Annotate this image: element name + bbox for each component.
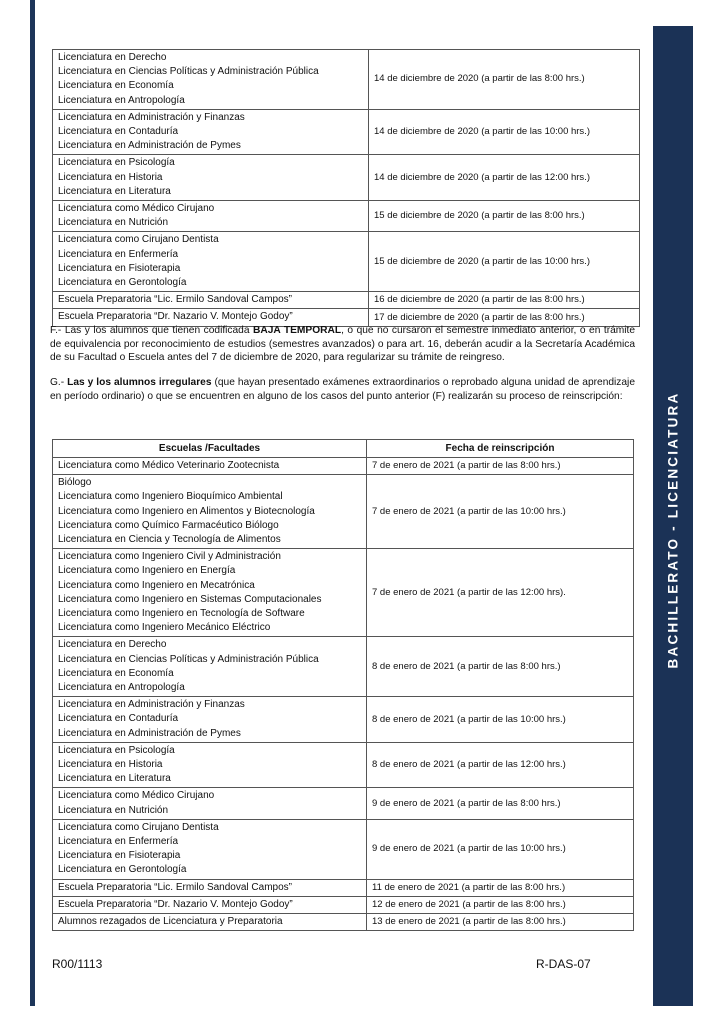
footer-right-code: R-DAS-07 xyxy=(536,957,591,971)
program-cell xyxy=(53,549,367,637)
date-cell: 7 de enero de 2021 (a partir de las 10:00 hrs.) xyxy=(367,475,634,549)
program-name: Licenciatura en Antropología xyxy=(58,94,185,106)
table-row xyxy=(53,475,634,549)
table-header-row xyxy=(53,440,634,458)
schedule-table-january xyxy=(52,439,634,931)
paragraph-g xyxy=(50,376,635,403)
table-row xyxy=(53,201,640,232)
program-name: Licenciatura en Nutrición xyxy=(58,804,169,816)
program-name: Licenciatura en Ciencia y Tecnología de Alimentos xyxy=(58,534,281,546)
table-row xyxy=(53,914,634,931)
program-name: Licenciatura como Ingeniero en Tecnología de Software xyxy=(58,608,305,620)
date-cell: 14 de diciembre de 2020 (a partir de las 8:00 hrs.) xyxy=(369,50,640,110)
date-cell: 16 de diciembre de 2020 (a partir de las 8:00 hrs.) xyxy=(369,292,640,309)
program-name: Licenciatura en Gerontología xyxy=(58,277,187,289)
program-cell xyxy=(53,896,367,913)
table-row xyxy=(53,896,634,913)
program-name: Licenciatura como Ingeniero en Sistemas Computacionales xyxy=(58,593,322,605)
paragraph-g-after: (que hayan presentado exámenes extraordinarios o reprobado alguna unidad de aprendizaje en período ordinario) o que se encuentren en alguno de los casos del punto anterior (F) realizarán su proceso de reinscripción: xyxy=(50,377,635,402)
program-name: Licenciatura como Ingeniero en Mecatrónica xyxy=(58,579,255,591)
program-name: Licenciatura como Ingeniero en Energía xyxy=(58,565,236,577)
date-cell: 12 de enero de 2021 (a partir de las 8:00 hrs.) xyxy=(367,896,634,913)
program-cell xyxy=(53,637,367,697)
program-name: Licenciatura como Ingeniero Mecánico Eléctrico xyxy=(58,622,271,634)
date-cell: 17 de diciembre de 2020 (a partir de las 8:00 hrs.) xyxy=(369,309,640,326)
program-name: Licenciatura en Antropología xyxy=(58,682,185,694)
date-cell: 8 de enero de 2021 (a partir de las 12:00 hrs.) xyxy=(367,742,634,788)
program-cell xyxy=(53,458,367,475)
program-name: Licenciatura en Psicología xyxy=(58,157,175,169)
program-cell xyxy=(53,292,369,309)
program-name: Licenciatura como Ingeniero Bioquímico Ambiental xyxy=(58,491,283,503)
program-name: Licenciatura en Administración de Pymes xyxy=(58,727,241,739)
program-name: Escuela Preparatoria “Dr. Nazario V. Montejo Godoy” xyxy=(58,311,293,323)
program-name: Biólogo xyxy=(58,477,92,489)
program-name: Licenciatura en Economía xyxy=(58,80,174,92)
program-name: Licenciatura en Fisioterapia xyxy=(58,850,181,862)
program-name: Licenciatura como Médico Cirujano xyxy=(58,203,215,215)
program-name: Licenciatura en Derecho xyxy=(58,639,167,651)
program-cell xyxy=(53,742,367,788)
program-name: Licenciatura en Contaduría xyxy=(58,713,179,725)
date-cell: 15 de diciembre de 2020 (a partir de las 8:00 hrs.) xyxy=(369,201,640,232)
program-cell xyxy=(53,201,369,232)
table-row xyxy=(53,50,640,110)
paragraph-g-before: G.- xyxy=(50,377,68,388)
program-name: Licenciatura en Enfermería xyxy=(58,836,179,848)
table-row xyxy=(53,109,640,155)
date-cell: 9 de enero de 2021 (a partir de las 8:00 hrs.) xyxy=(367,788,634,819)
date-cell: 8 de enero de 2021 (a partir de las 10:00 hrs.) xyxy=(367,697,634,743)
program-name: Licenciatura en Historia xyxy=(58,171,163,183)
table-row xyxy=(53,292,640,309)
left-margin-rule xyxy=(30,0,35,1006)
table-row xyxy=(53,819,634,879)
date-cell: 7 de enero de 2021 (a partir de las 8:00 hrs.) xyxy=(367,458,634,475)
date-cell: 15 de diciembre de 2020 (a partir de las 10:00 hrs.) xyxy=(369,232,640,292)
date-cell: 8 de enero de 2021 (a partir de las 8:00 hrs.) xyxy=(367,637,634,697)
program-cell xyxy=(53,819,367,879)
program-cell xyxy=(53,155,369,201)
program-name: Licenciatura en Administración y Finanzas xyxy=(58,111,245,123)
table-row xyxy=(53,155,640,201)
program-cell xyxy=(53,109,369,155)
program-name: Licenciatura en Psicología xyxy=(58,744,175,756)
table-row xyxy=(53,697,634,743)
table-row xyxy=(53,637,634,697)
table-row xyxy=(53,549,634,637)
table-row xyxy=(53,232,640,292)
header-date: Fecha de reinscripción xyxy=(367,440,634,458)
program-name: Licenciatura como Químico Farmacéutico Biólogo xyxy=(58,519,279,531)
paragraph-f xyxy=(50,324,635,365)
paragraph-g-bold: Las y los alumnos irregulares xyxy=(67,377,212,388)
program-cell xyxy=(53,914,367,931)
program-name: Licenciatura como Médico Cirujano xyxy=(58,790,215,802)
program-name: Licenciatura en Derecho xyxy=(58,52,167,63)
program-name: Licenciatura como Médico Veterinario Zootecnista xyxy=(58,460,280,471)
paragraph-f-after: , o que no cursaron el semestre inmediato anterior, o en trámite de equivalencia por reconocimiento de estudios (semestres avanzados) o para art. 16, deberán acudir a la Secretaría Académica de su Facultad o Escuela antes del 7 de diciembre de 2020, para regularizar su trámite de reingreso. xyxy=(50,325,635,364)
program-cell xyxy=(53,697,367,743)
program-name: Licenciatura en Economía xyxy=(58,667,174,679)
paragraph-f-bold: BAJA TEMPORAL xyxy=(253,325,342,336)
program-name: Alumnos rezagados de Licenciatura y Preparatoria xyxy=(58,916,283,928)
program-name: Licenciatura en Administración de Pymes xyxy=(58,140,241,152)
program-name: Licenciatura en Nutrición xyxy=(58,217,169,229)
program-name: Licenciatura en Administración y Finanzas xyxy=(58,699,245,711)
program-name: Licenciatura en Enfermería xyxy=(58,248,179,260)
date-cell: 13 de enero de 2021 (a partir de las 8:00 hrs.) xyxy=(367,914,634,931)
program-name: Licenciatura como Ingeniero en Alimentos y Biotecnología xyxy=(58,505,315,517)
program-name: Escuela Preparatoria “Dr. Nazario V. Montejo Godoy” xyxy=(58,898,293,910)
program-cell xyxy=(53,50,369,110)
program-name: Escuela Preparatoria “Lic. Ermilo Sandoval Campos” xyxy=(58,881,292,893)
table-row xyxy=(53,742,634,788)
table-row xyxy=(53,879,634,896)
program-name: Licenciatura como Cirujano Dentista xyxy=(58,821,219,833)
program-name: Licenciatura en Fisioterapia xyxy=(58,262,181,274)
footer-left-code: R00/1113 xyxy=(52,957,103,971)
paragraph-f-before: F.- Las y los alumnos que tienen codificada xyxy=(50,325,254,336)
program-name: Licenciatura en Gerontología xyxy=(58,864,187,876)
date-cell: 9 de enero de 2021 (a partir de las 10:00 hrs.) xyxy=(367,819,634,879)
program-name: Licenciatura en Ciencias Políticas y Administración Pública xyxy=(58,653,319,665)
date-cell: 11 de enero de 2021 (a partir de las 8:00 hrs.) xyxy=(367,879,634,896)
date-cell: 14 de diciembre de 2020 (a partir de las 12:00 hrs.) xyxy=(369,155,640,201)
program-cell xyxy=(53,879,367,896)
program-name: Escuela Preparatoria “Lic. Ermilo Sandoval Campos” xyxy=(58,294,292,306)
program-cell xyxy=(53,788,367,819)
date-cell: 7 de enero de 2021 (a partir de las 12:00 hrs). xyxy=(367,549,634,637)
program-name: Licenciatura en Contaduría xyxy=(58,126,179,138)
program-name: Licenciatura en Literatura xyxy=(58,773,171,785)
table-row xyxy=(53,788,634,819)
program-cell xyxy=(53,475,367,549)
program-cell xyxy=(53,232,369,292)
side-band-label: BACHILLERATO - LICENCIATURA xyxy=(665,391,681,669)
schedule-table-december xyxy=(52,49,640,327)
date-cell: 14 de diciembre de 2020 (a partir de las 10:00 hrs.) xyxy=(369,109,640,155)
table-row xyxy=(53,458,634,475)
program-name: Licenciatura como Ingeniero Civil y Administración xyxy=(58,551,281,563)
program-name: Licenciatura en Literatura xyxy=(58,185,171,197)
program-name: Licenciatura en Ciencias Políticas y Administración Pública xyxy=(58,66,319,78)
header-schools: Escuelas /Facultades xyxy=(53,440,367,458)
program-name: Licenciatura como Cirujano Dentista xyxy=(58,234,219,246)
program-name: Licenciatura en Historia xyxy=(58,759,163,771)
